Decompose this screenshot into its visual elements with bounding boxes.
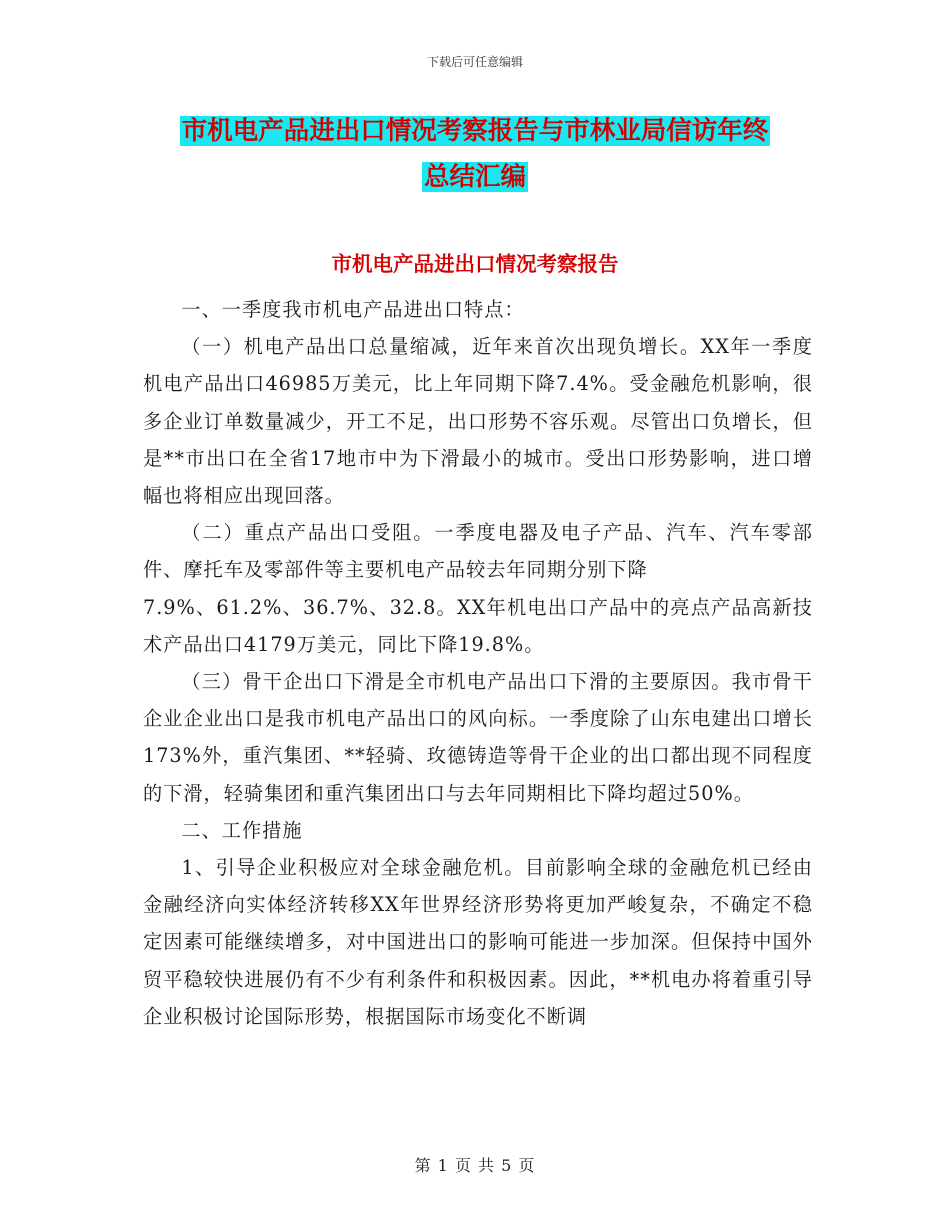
paragraph: （一）机电产品出口总量缩减，近年来首次出现负增长。XX年一季度机电产品出口46985万美元，比上年同期下降7.4%。受金融危机影响，很多企业订单数量减少，开工不足，出口形势不容乐观。尽管出口负增长，但是**市出口在全省17地市中为下滑最小的城市。受出口形势影响，进口增幅也将相应出现回落。 (143, 335, 813, 508)
paragraph: 一、一季度我市机电产品进出口特点： (181, 298, 525, 321)
header-note: 下载后可任意编辑 (426, 55, 523, 69)
section-title: 市机电产品进出口情况考察报告 (331, 252, 619, 276)
body-text (143, 291, 813, 1035)
document-title (0, 108, 950, 200)
document-title-line-1: 市机电产品进出口情况考察报告与市林业局信访年终 (181, 116, 769, 146)
paragraph: 1、引导企业积极应对全球金融危机。目前影响全球的金融危机已经由金融经济向实体经济转移XX年世界经济形势将更加严峻复杂，不确定不稳定因素可能继续增多，对中国进出口的影响可能进一步加深。但保持中国外贸平稳较快进展仍有不少有利条件和积极因素。因此，**机电办将着重引导企业积极讨论国际形势，根据国际市场变化不断调 (143, 856, 813, 1028)
page-footer: 第 1 页 共 5 页 (414, 1156, 536, 1175)
paragraph: （三）骨干企出口下滑是全市机电产品出口下滑的主要原因。我市骨干企业企业出口是我市机电产品出口的风向标。一季度除了山东电建出口增长173%外，重汽集团、**轻骑、玫德铸造等骨干企业的出口都出现不同程度的下滑，轻骑集团和重汽集团出口与去年同期相比下降均超过50%。 (143, 670, 813, 805)
document-title-line-2: 总结汇编 (423, 162, 526, 192)
paragraph: 7.9%、61.2%、36.7%、32.8。XX年机电出口产品中的亮点产品高新技术产品出口4179万美元，同比下降19.8%。 (143, 595, 813, 656)
paragraph: 二、工作措施 (181, 818, 303, 842)
paragraph: （二）重点产品出口受阻。一季度电器及电子产品、汽车、汽车零部件、摩托车及零部件等主要机电产品较去年同期分别下降 (143, 521, 813, 582)
